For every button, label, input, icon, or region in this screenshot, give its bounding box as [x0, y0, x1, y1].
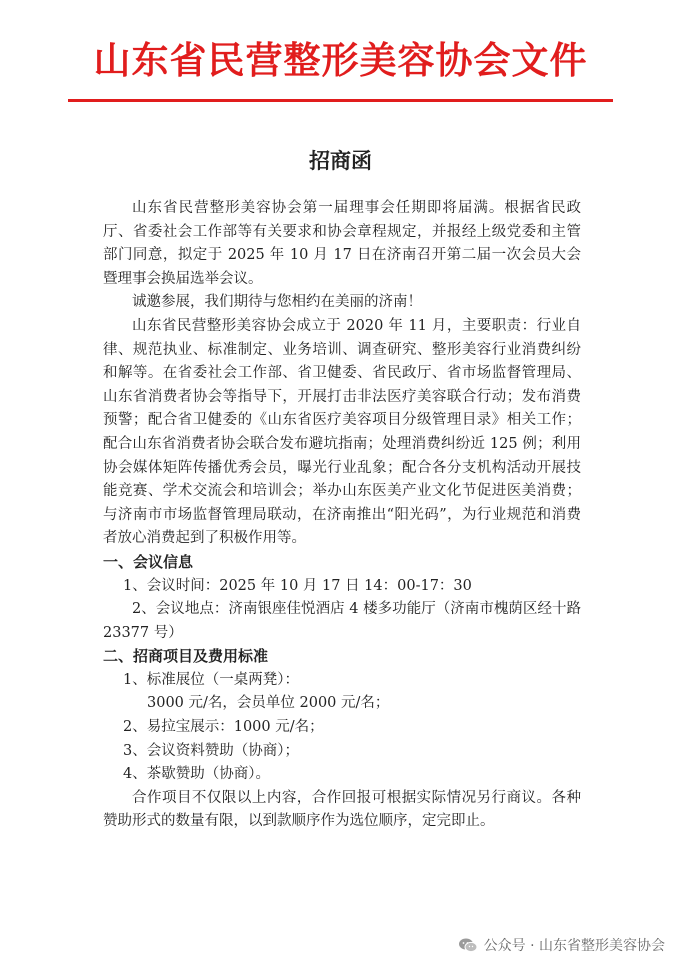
- sponsorship-item-rollup: 2、易拉宝展示：1000 元/名；: [123, 719, 324, 736]
- document-title: 招商函: [309, 149, 372, 173]
- masthead-title: 山东省民营整形美容协会文件: [93, 39, 588, 82]
- document-body: [103, 197, 581, 834]
- sponsorship-item-materials: 3、会议资料赞助（协商）；: [123, 742, 299, 759]
- sponsorship-item-booth-price: 3000 元/名，会员单位 2000 元/名；: [147, 695, 390, 712]
- paragraph-invitation: 诚邀参展，我们期待与您相约在美丽的济南！: [132, 294, 422, 311]
- wechat-icon: [458, 937, 478, 953]
- watermark-footer: [458, 935, 665, 955]
- paragraph-association: 山东省民营整形美容协会成立于 2020 年 11 月，主要职责：行业自律、规范执业、标准制定、业务培训、调查研究、整形美容行业消费纠纷和解等。在省委社会工作部、省卫健委、省民政厅、省市场监督管理局、山东省消费者协会等指导下，开展打击非法医疗美容联合行动；发布消费预警；配合省卫健委的《山东省医疗美容项目分级管理目录》相关工作；配合山东省消费者协会联合发布避坑指南；处理消费纠纷近 125 例；利用协会媒体矩阵传播优秀会员，曝光行业乱象；配合各分支机构活动开展技能竞赛、学术交流会和培训会；举办山东医美产业文化节促进医美消费；与济南市市场监督管理局联动，在济南推出“阳光码”，为行业规范和消费者放心消费起到了积极作用等。: [103, 317, 581, 547]
- section-heading-sponsorship: 二、招商项目及费用标准: [103, 647, 269, 666]
- closing-paragraph: 合作项目不仅限以上内容，合作回报可根据实际情况另行商议。各种赞助形式的数量有限，以到款顺序作为选位顺序，定完即止。: [103, 789, 581, 830]
- meeting-time: 1、会议时间：2025 年 10 月 17 日 14：00-17：30: [123, 577, 472, 594]
- sponsorship-item-teabreak: 4、茶歇赞助（协商）。: [123, 766, 270, 783]
- footer-label: 公众号 · 山东省整形美容协会: [483, 938, 665, 954]
- sponsorship-item-booth: 1、标准展位（一桌两凳）：: [123, 671, 299, 688]
- meeting-location: 2、会议地点：济南银座佳悦酒店 4 楼多功能厅（济南市槐荫区经十路 23377 号）: [103, 601, 581, 641]
- red-divider: [68, 99, 613, 102]
- section-heading-meeting-info: 一、会议信息: [103, 552, 194, 571]
- paragraph-intro: 山东省民营整形美容协会第一届理事会任期即将届满。根据省民政厅、省委社会工作部等有关要求和协会章程规定，并报经上级党委和主管部门同意，拟定于 2025 年 10 月 17 日在济南召开第二届一次会员大会暨理事会换届选举会议。: [103, 200, 581, 287]
